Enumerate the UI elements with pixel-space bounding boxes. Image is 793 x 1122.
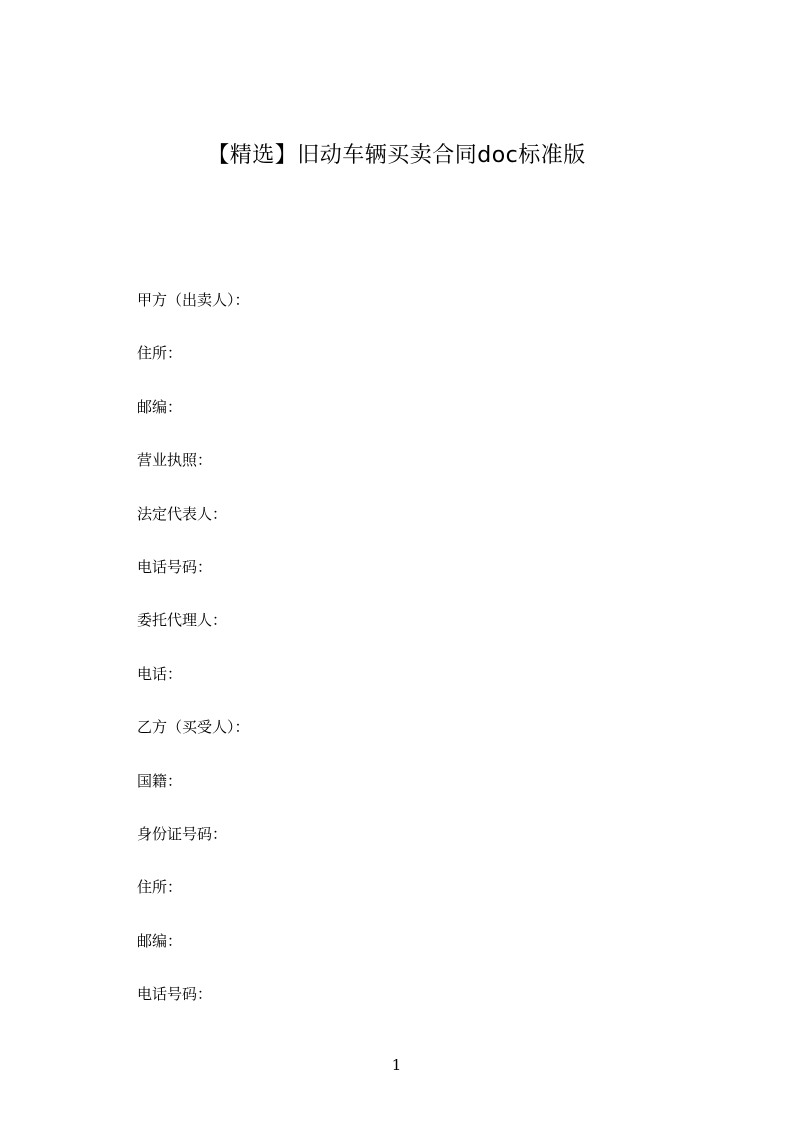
field-nationality: 国籍：: [137, 771, 183, 790]
document-title: 【精选】旧动车辆买卖合同doc标准版: [207, 143, 586, 168]
field-seller-address: 住所：: [137, 344, 183, 363]
field-buyer: 乙方（买受人）：: [137, 718, 250, 737]
field-authorized-agent: 委托代理人：: [137, 611, 228, 630]
field-legal-representative: 法定代表人：: [137, 504, 228, 523]
field-buyer-phone: 电话号码：: [137, 985, 213, 1004]
field-buyer-postcode: 邮编：: [137, 931, 183, 950]
field-seller: 甲方（出卖人）：: [137, 291, 250, 309]
field-seller-postcode: 邮编：: [137, 397, 183, 416]
page-number: 1: [391, 1056, 402, 1074]
contract-party-fields: [137, 289, 250, 1036]
field-buyer-address: 住所：: [137, 878, 183, 897]
field-seller-phone: 电话号码：: [137, 557, 213, 576]
field-id-number: 身份证号码：: [137, 824, 228, 843]
field-business-license: 营业执照：: [137, 451, 213, 470]
field-agent-phone: 电话：: [137, 664, 183, 683]
